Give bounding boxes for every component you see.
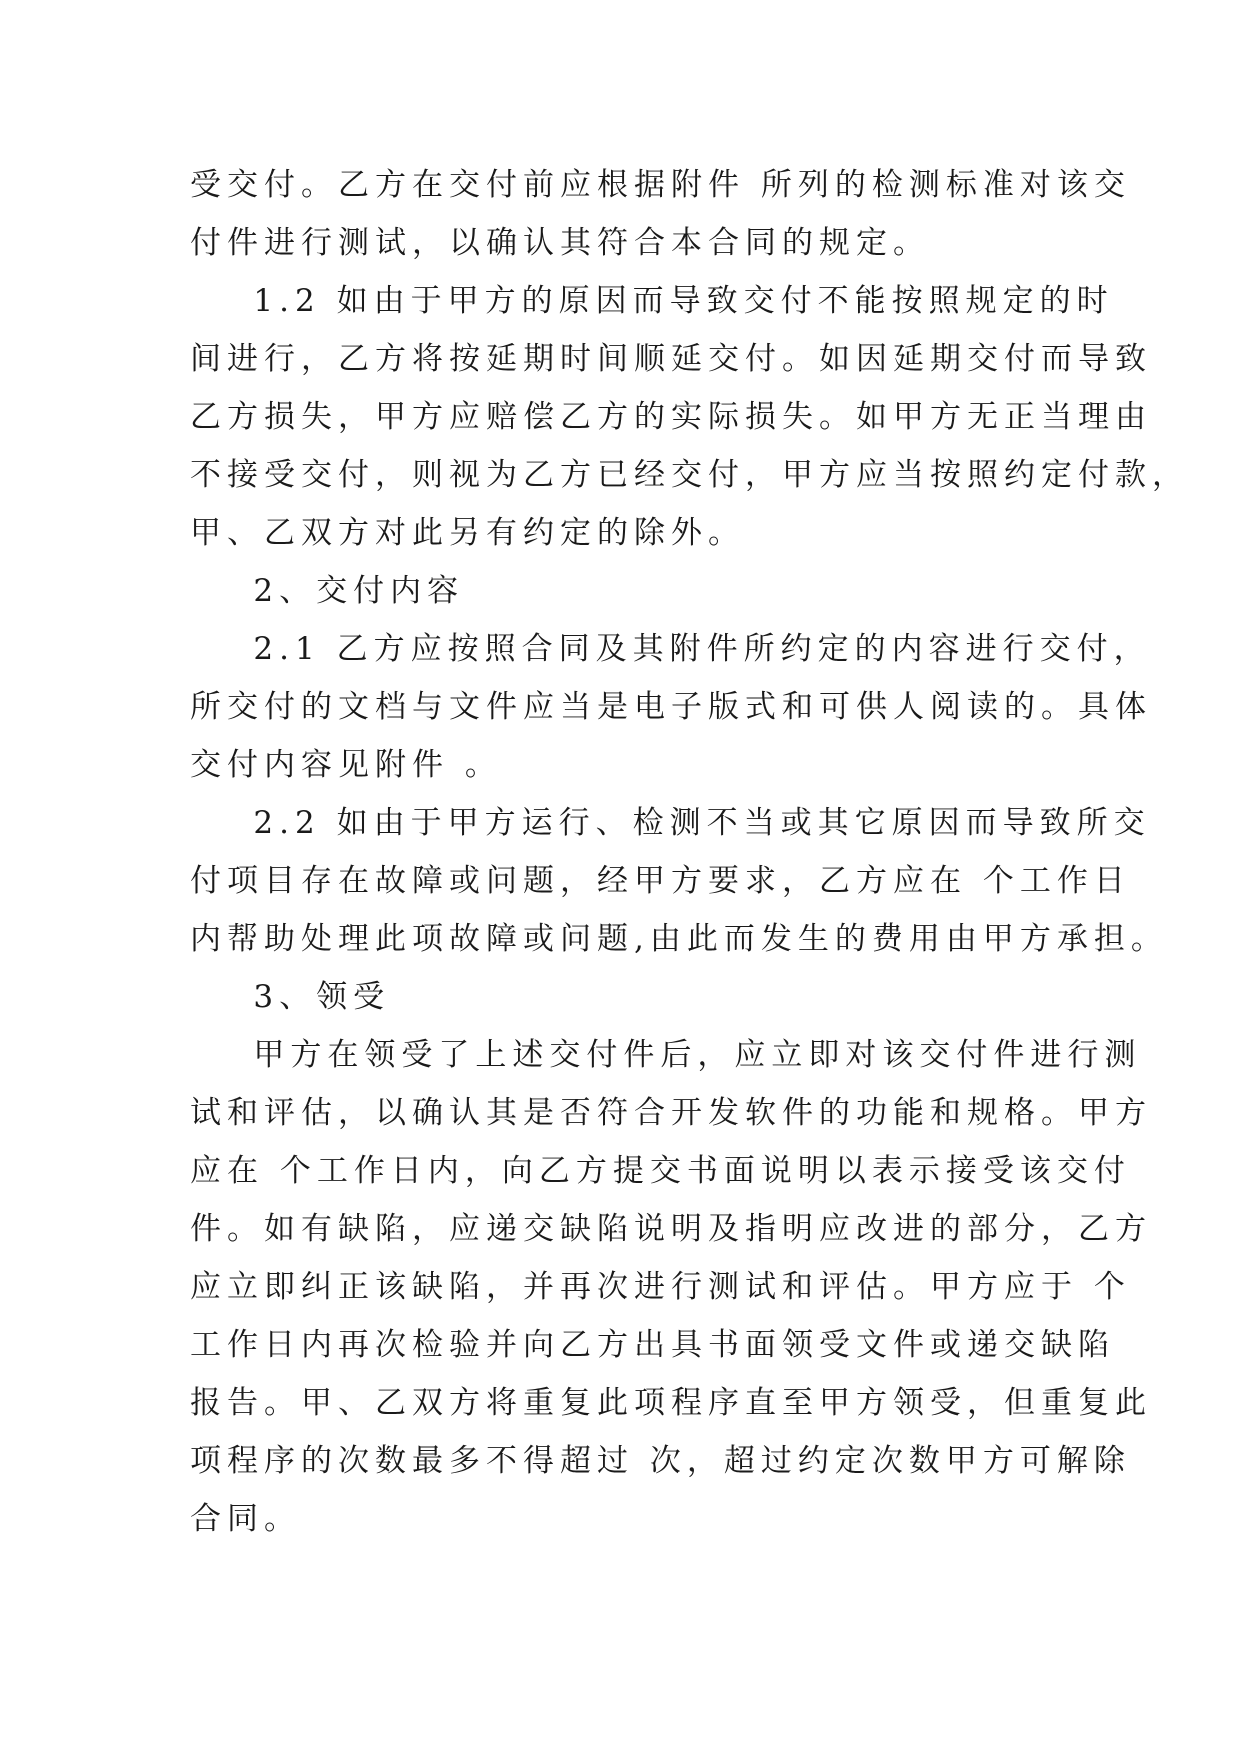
text-line: 交付内容见附件 。 (190, 747, 502, 783)
text-line: 受交付。乙方在交付前应根据附件 所列的检测标准对该交 (190, 167, 1131, 203)
text-line: 内帮助处理此项故障或问题,由此而发生的费用由甲方承担。 (190, 921, 1168, 957)
text-line: 甲方在领受了上述交付件后，应立即对该交付件进行测 (190, 1037, 1142, 1073)
section-heading: 2、交付内容 (190, 573, 465, 609)
text-line: 付件进行测试，以确认其符合本合同的规定。 (190, 225, 930, 261)
text-line: 合同。 (190, 1501, 301, 1537)
text-line: 间进行，乙方将按延期时间顺延交付。如因延期交付而导致 (190, 341, 1152, 377)
text-line: 件。如有缺陷，应递交缺陷说明及指明应改进的部分，乙方 (190, 1211, 1152, 1247)
text-line: 所交付的文档与文件应当是电子版式和可供人阅读的。具体 (190, 689, 1152, 725)
section-heading: 3、领受 (190, 979, 391, 1015)
text-line: 甲、乙双方对此另有约定的除外。 (190, 515, 745, 551)
text-line: 应在 个工作日内，向乙方提交书面说明以表示接受该交付 (190, 1153, 1131, 1189)
text-line: 应立即纠正该缺陷，并再次进行测试和评估。甲方应于 个 (190, 1269, 1131, 1305)
text-line: 2.1 乙方应按照合同及其附件所约定的内容进行交付， (190, 631, 1151, 667)
text-line: 项程序的次数最多不得超过 次，超过约定次数甲方可解除 (190, 1443, 1131, 1479)
text-line: 1.2 如由于甲方的原因而导致交付不能按照规定的时 (190, 283, 1114, 319)
document-body (190, 156, 1189, 1548)
text-line: 2.2 如由于甲方运行、检测不当或其它原因而导致所交 (190, 805, 1151, 841)
text-line: 乙方损失，甲方应赔偿乙方的实际损失。如甲方无正当理由 (190, 399, 1152, 435)
text-line: 付项目存在故障或问题，经甲方要求，乙方应在 个工作日 (190, 863, 1131, 899)
text-line: 不接受交付，则视为乙方已经交付，甲方应当按照约定付款， (190, 457, 1189, 493)
text-line: 工作日内再次检验并向乙方出具书面领受文件或递交缺陷 (190, 1327, 1115, 1363)
text-line: 报告。甲、乙双方将重复此项程序直至甲方领受，但重复此 (190, 1385, 1152, 1421)
text-line: 试和评估，以确认其是否符合开发软件的功能和规格。甲方 (190, 1095, 1152, 1131)
